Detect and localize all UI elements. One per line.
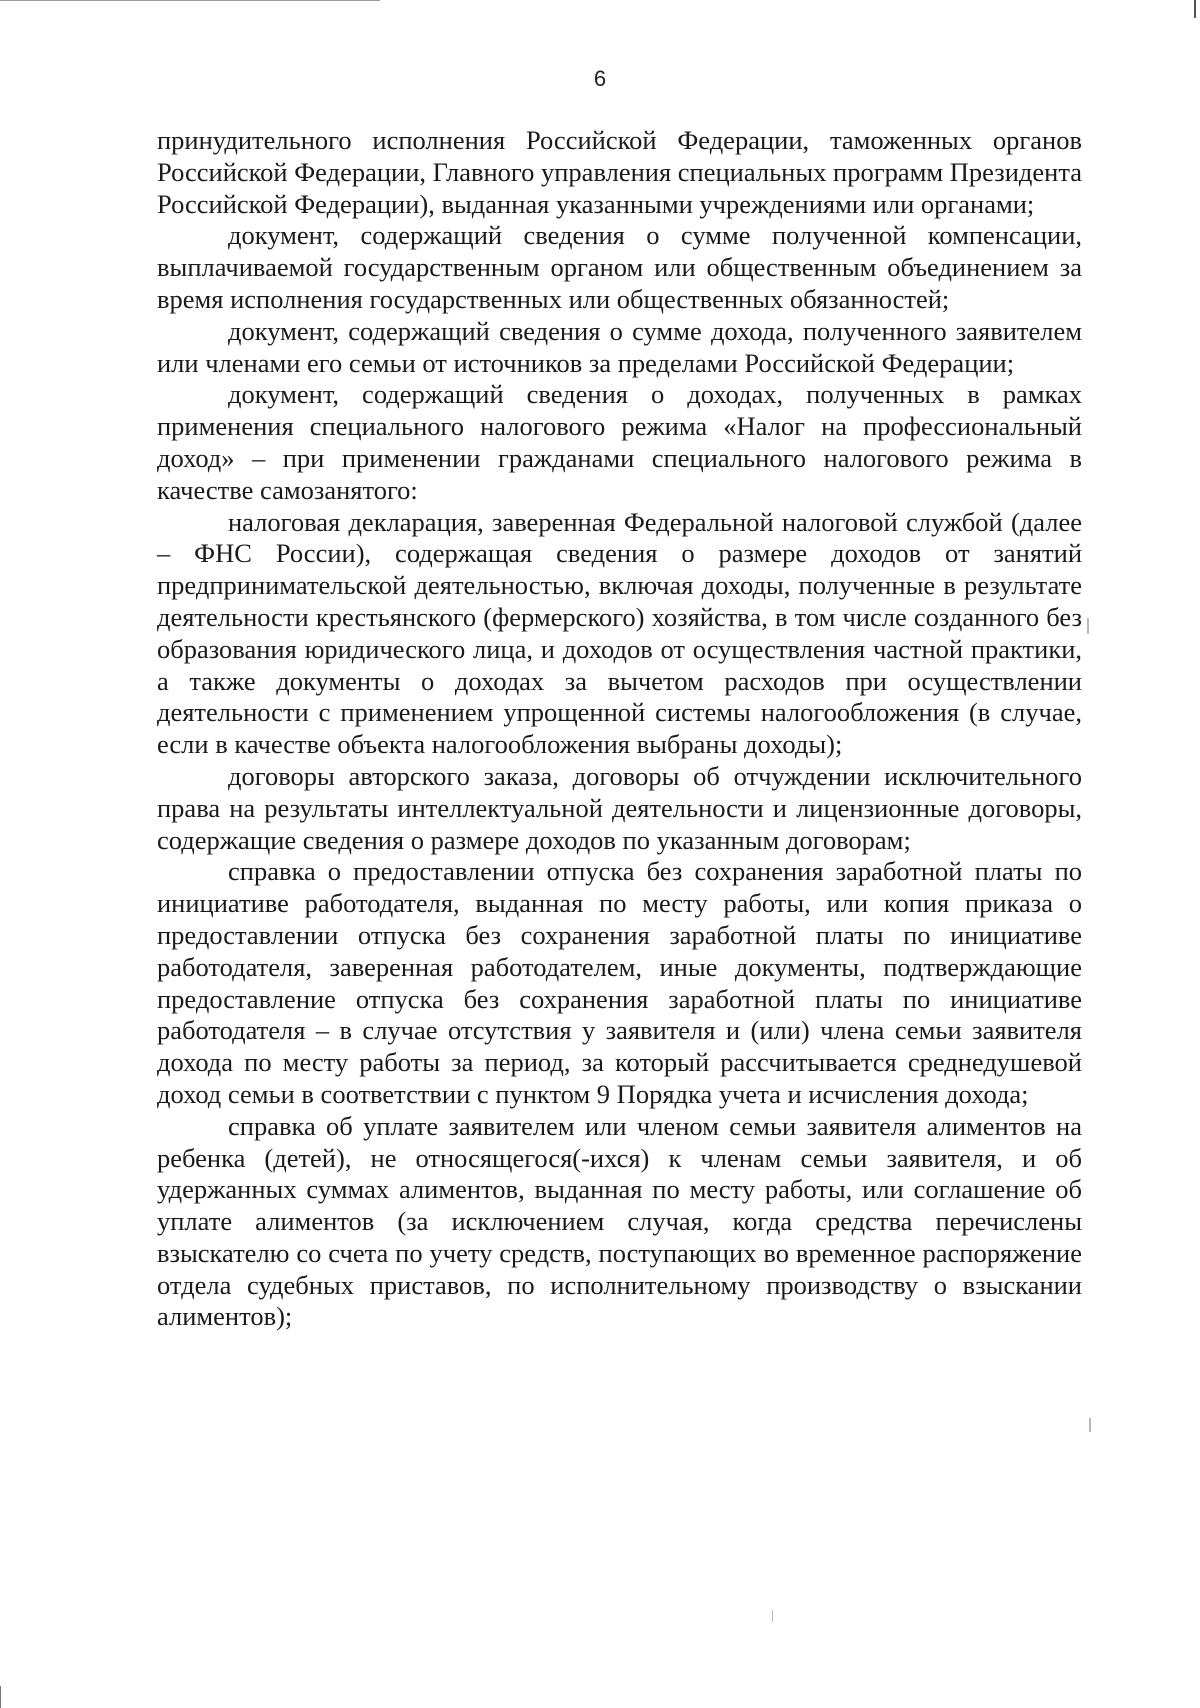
scan-edge-top — [0, 0, 380, 1]
scan-edge-right — [1194, 0, 1196, 18]
page-number: 6 — [593, 66, 607, 91]
document-body — [157, 125, 1082, 1333]
paragraph: налоговая декларация, заверенная Федеральной налоговой службой (далее – ФНС России), содержащая сведения о размере доходов от занятий предпринимательской деятельностью, включая доходы, полученные в результате деятельности крестьянского (фермерского) хозяйства, в том числе созданного без образования юридического лица, и доходов от осуществления частной практики, а также документы о доходах за вычетом расходов при осуществлении деятельности с применением упрощенной системы налогообложения (в случае, если в качестве объекта налогообложения выбраны доходы); — [157, 506, 1082, 760]
paragraph: договоры авторского заказа, договоры об отчуждении исключительного права на результаты интеллектуальной деятельности и лицензионные договоры, содержащие сведения о размере доходов по указанным договорам; — [157, 760, 1082, 855]
scan-speck — [772, 1610, 773, 1622]
scan-speck — [1087, 618, 1089, 634]
scan-edge-left — [0, 1686, 1, 1708]
paragraph: документ, содержащий сведения о сумме дохода, полученного заявителем или членами его семьи от источников за пределами Российской Федерации; — [157, 315, 1082, 378]
paragraph: справка о предоставлении отпуска без сохранения заработной платы по инициативе работодателя, выданная по месту работы, или копия приказа о предоставлении отпуска без сохранения заработной платы по инициативе работодателя, заверенная работодателем, иные документы, подтверждающие предоставление отпуска без сохранения заработной платы по инициативе работодателя – в случае отсутствия у заявителя и (или) члена семьи заявителя дохода по месту работы за период, за который рассчитывается среднедушевой доход семьи в соответствии с пунктом 9 Порядка учета и исчисления дохода; — [157, 856, 1082, 1109]
paragraph: справка об уплате заявителем или членом семьи заявителя алиментов на ребенка (детей), не относящегося(-ихся) к членам семьи заявителя, и об удержанных суммах алиментов, выданная по месту работы, или соглашение об уплате алиментов (за исключением случая, когда средства перечислены взыскателю со счета по учету средств, поступающих во временное распоряжение отдела судебных приставов, по исполнительному производству о взыскании алиментов); — [157, 1110, 1082, 1332]
scan-speck — [1089, 1418, 1091, 1432]
paragraph: документ, содержащий сведения о доходах, полученных в рамках применения специального налогового режима «Налог на профессиональный доход» – при применении гражданами специального налогового режима в качестве самозанятого: — [157, 379, 1082, 505]
paragraph: документ, содержащий сведения о сумме полученной компенсации, выплачиваемой государственным органом или общественным объединением за время исполнения государственных или общественных обязанностей; — [157, 220, 1082, 314]
paragraph: принудительного исполнения Российской Федерации, таможенных органов Российской Федерации, Главного управления специальных программ Президента Российской Федерации), выданная указанными учреждениями или органами; — [157, 125, 1082, 219]
